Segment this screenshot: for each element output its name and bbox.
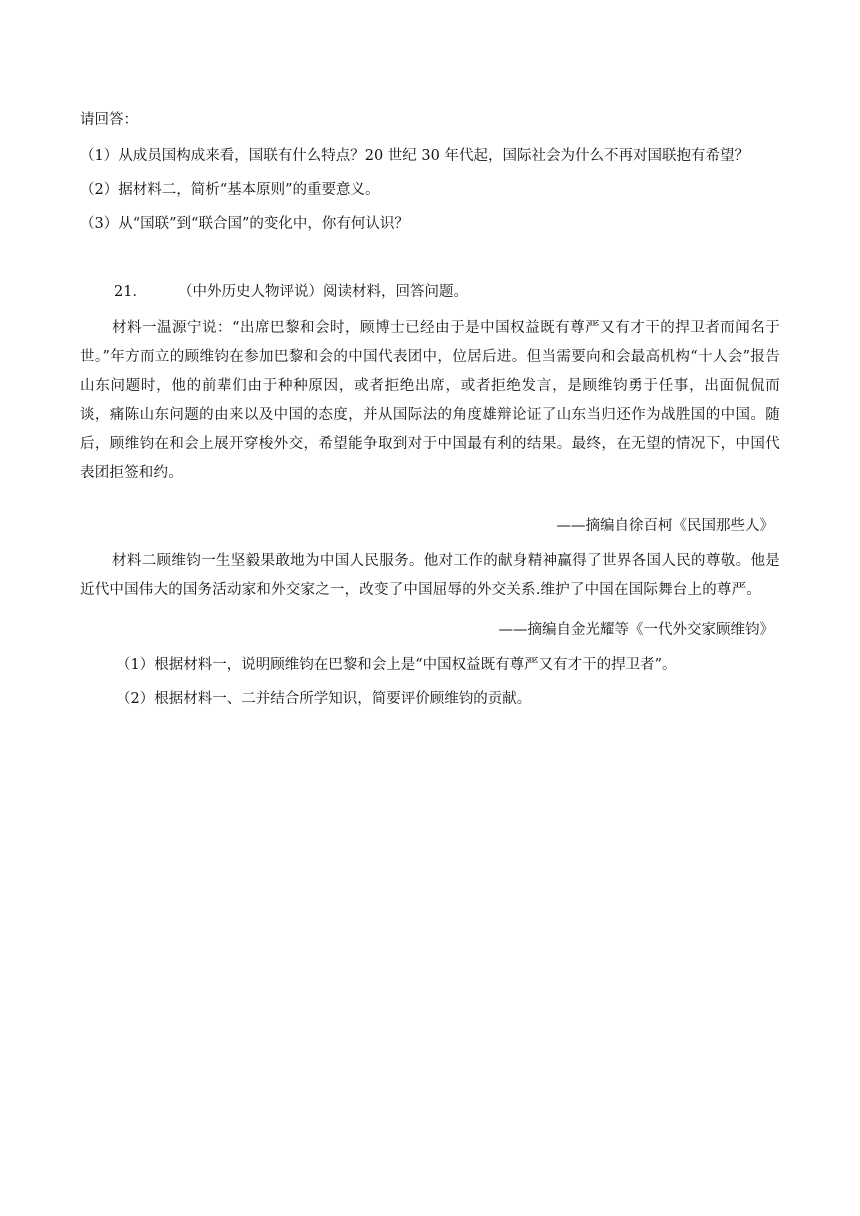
subquestion-1: （1）从成员国构成来看，国联有什么特点？20 世纪 30 年代起，国际社会为什么不再对国联抱有希望？ (80, 148, 749, 164)
material-one: 材料一温源宁说：“出席巴黎和会时，顾博士已经由于是中国权益既有尊严又有才干的捍卫者而闻名于世。”年方而立的顾维钧在参加巴黎和会的中国代表团中，位居后进。但当需要向和会最高机构“十人会”报告山东问题时，他的前辈们由于种种原因，或者拒绝出席，或者拒绝发言，是顾维钧勇于任事，出面侃侃而谈，痛陈山东问题的由来以及中国的态度，并从国际法的角度雄辩论证了山东当归还作为战胜国的中国。随后，顾维钧在和会上展开穿梭外交，希望能争取到对于中国最有利的结果。最终，在无望的情况下，中国代表团拒签和约。 (80, 320, 780, 481)
question-title: （中外历史人物评说）阅读材料，回答问题。 (178, 284, 468, 300)
subquestion-3: （3）从“国联”到“联合国”的变化中，你有何认识？ (80, 216, 409, 232)
question-number: 21． (114, 284, 147, 300)
material-one-source: ——摘编自徐百柯《民国那些人》 (556, 518, 774, 534)
answer-prompt: 请回答： (80, 112, 138, 128)
material-two-source: ——摘编自金光耀等《一代外交家顾维钧》 (498, 622, 774, 638)
q21-subquestion-1: （1）根据材料一，说明顾维钧在巴黎和会上是“中国权益既有尊严又有才干的捍卫者”。 (116, 657, 677, 673)
q21-subquestion-2: （2）根据材料一、二并结合所学知识，简要评价顾维钧的贡献。 (116, 691, 532, 707)
material-two: 材料二顾维钧一生坚毅果敢地为中国人民服务。他对工作的献身精神赢得了世界各国人民的尊敬。他是近代中国伟大的国务活动家和外交家之一，改变了中国屈辱的外交关系.维护了中国在国际舞台上的尊严。 (80, 553, 780, 598)
subquestion-2: （2）据材料二，简析“基本原则”的重要意义。 (80, 182, 380, 198)
